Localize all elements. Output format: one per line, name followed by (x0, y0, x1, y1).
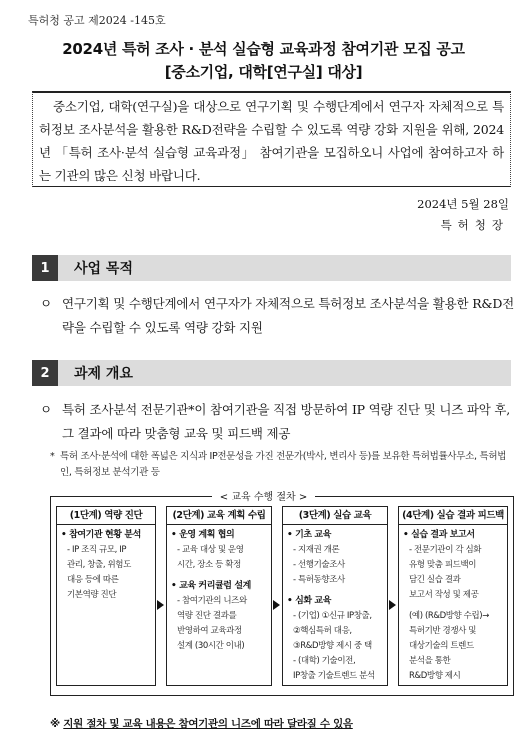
overview-text: 특허 조사분석 전문기관*이 참여기관을 직접 방문하여 IP 역량 진단 및 니즈 파악 후, 그 결과에 따라 맞춤형 교육 및 피드백 제공 (62, 402, 511, 441)
stage-item-line: 설계 (30시간 이내) (177, 641, 245, 651)
stage-item-line: - (대학) 기술이전, (293, 656, 356, 666)
stage-item-line: 분석을 통한 (409, 656, 451, 666)
stage-item-heading: • 참여기관 현황 분석 (61, 530, 141, 540)
stage-head: (4단계) 실습 결과 피드백 (399, 507, 507, 525)
stage-item-line: - (기업) ①신규 IP창출, (293, 611, 372, 621)
footnote-star: * (50, 451, 55, 462)
stage-item-heading: • 심화 교육 (287, 596, 331, 606)
stage-item-line: - 지재권 개론 (293, 545, 340, 555)
arrow-right-icon (157, 600, 164, 610)
bullet-mark: ㅇ (40, 296, 52, 311)
stage-item-line: 특허기반 경쟁사 및 (409, 626, 477, 636)
purpose-text: 연구기획 및 수행단계에서 연구자가 자체적으로 특허정보 조사분석을 활용한 R&D전략을 수립할 수 있도록 역량 강화 지원 (62, 296, 515, 335)
arrow-right-icon (389, 600, 396, 610)
stage-item-heading: • 운영 계획 협의 (171, 530, 235, 540)
stage-2-box (166, 506, 272, 686)
stage-1-box (56, 506, 156, 686)
stage-item-heading: • 교육 커리큘럼 설계 (171, 581, 251, 591)
stage-item-line: IP창출 기술트렌드 분석 (293, 671, 375, 681)
stage-item-heading: • 실습 결과 보고서 (403, 530, 475, 540)
stage-item-line: - 특허동향조사 (293, 575, 345, 585)
intro-text: 중소기업, 대학(연구실)을 대상으로 연구기획 및 수행단계에서 연구자 자체적으로 특허정보 조사분석을 활용한 R&D전략을 수립할 수 있도록 역량 강화 지원을 위해, 2024년 「특허 조사·분석 실습형 교육과정」 참여기관을 모집하오니 사업에 참여하고자 하는 기관의 많은 신청 바랍니다. (39, 99, 504, 183)
stage-item-line: ②핵심특허 대응, (293, 626, 352, 636)
stage-item-line: 시간, 장소 등 확정 (177, 560, 241, 570)
stage-body (57, 525, 155, 603)
footer-note (50, 716, 353, 731)
overview-bullet (40, 398, 516, 446)
stage-item-line: 유형 맞춤 피드백이 (409, 560, 477, 570)
stage-body (399, 525, 507, 684)
notice-number: 특허청 공고 제2024 -145호 (28, 14, 166, 27)
stage-item-line: 기본역량 진단 (67, 590, 117, 600)
stage-item-line: - 교육 대상 및 운영 (177, 545, 244, 555)
page-subtitle: [중소기업, 대학[연구실] 대상] (164, 63, 363, 81)
process-title-text: < 교육 수행 절차 > (212, 492, 315, 503)
stage-item-line: 관리, 창출, 위험도 (67, 560, 131, 570)
stage-item-line: (예) (R&D방향 수립)→ (409, 611, 489, 621)
page-title: 2024년 특허 조사 · 분석 실습형 교육과정 참여기관 모집 공고 (62, 40, 465, 58)
stage-4-box (398, 506, 508, 686)
footer-mark: ※ (50, 718, 60, 730)
stage-item-line: - 선행기술조사 (293, 560, 345, 570)
stage-item-line: 대상기술의 트렌드 (409, 641, 474, 651)
section-header-overview (32, 360, 511, 386)
footnote (50, 449, 515, 481)
stage-item-heading: • 기초 교육 (287, 530, 331, 540)
purpose-bullet (40, 292, 516, 340)
stage-3-box (282, 506, 388, 686)
issuing-org: 특허청장 (440, 218, 509, 232)
stage-item-line: 대응 등에 따른 (67, 575, 119, 585)
stage-head: (3단계) 실습 교육 (283, 507, 387, 525)
footer-text: 지원 절차 및 교육 내용은 참여기관의 니즈에 따라 달라질 수 있음 (63, 718, 353, 730)
stage-item-line: - 전문기관이 각 심화 (409, 545, 482, 555)
section-label: 사업 목적 (74, 261, 133, 277)
stage-item-line: - IP 조직 규모, IP (67, 545, 127, 555)
section-header-purpose (32, 255, 511, 281)
intro-box (32, 91, 511, 187)
arrow-right-icon (273, 600, 280, 610)
stage-item-line: R&D방향 제시 (409, 671, 461, 681)
stage-body (283, 525, 387, 684)
stage-head: (2단계) 교육 계획 수립 (167, 507, 271, 525)
stage-item-line: 역량 진단 결과를 (177, 611, 237, 621)
stage-item-line: 담긴 실습 결과 (409, 575, 461, 585)
section-number: 1 (32, 255, 58, 281)
section-number: 2 (32, 360, 58, 386)
stage-item-line: - 참여기관의 니즈와 (177, 596, 247, 606)
section-label: 과제 개요 (74, 366, 133, 382)
stage-item-line: 보고서 작성 및 제공 (409, 590, 479, 600)
stage-item-line: ③R&D방향 제시 중 택 (293, 641, 372, 651)
footnote-text: 특허 조사·분석에 대한 폭넓은 지식과 IP전문성을 가진 전문가(박사, 변리사 등)를 보유한 특허법률사무소, 특허법인, 특허정보 분석기관 등 (60, 451, 507, 478)
stage-head: (1단계) 역량 진단 (57, 507, 155, 525)
stage-body (167, 525, 271, 654)
stage-item-line: 반영하여 교육과정 (177, 626, 242, 636)
process-title (0, 488, 527, 503)
notice-date: 2024년 5월 28일 (417, 197, 509, 211)
bullet-mark: ㅇ (40, 402, 52, 417)
